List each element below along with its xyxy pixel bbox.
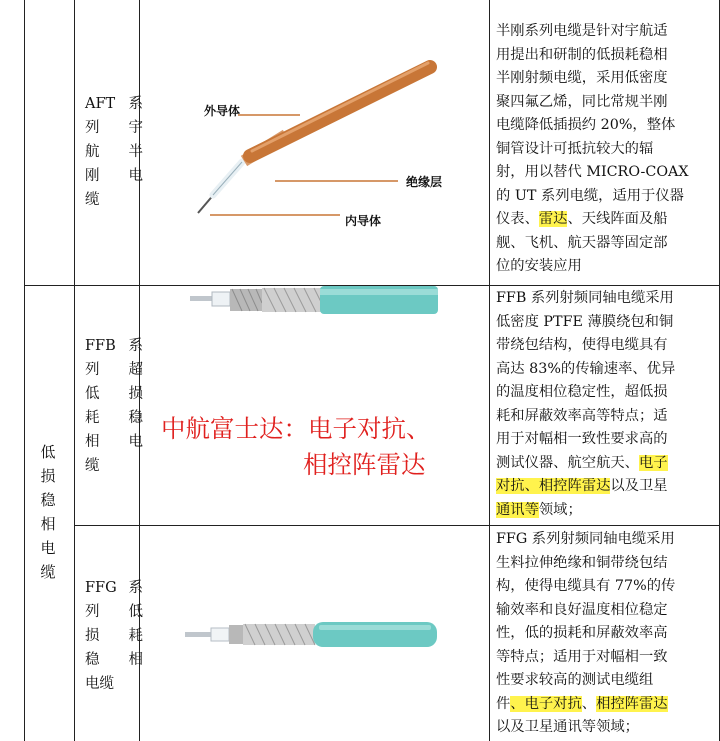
description-line: 性，低的损耗和屏蔽效率高 (496, 625, 668, 641)
description-line: 以及卫星通讯等领域； (496, 719, 639, 735)
product-name-line (85, 648, 143, 672)
product-name-line (85, 576, 143, 600)
product-name-segment: 刚 (85, 168, 100, 184)
product-name-ffg (85, 576, 143, 696)
description-line: 带绕包结构，使得电缆具有 (496, 337, 668, 353)
product-name-line (85, 92, 143, 116)
description-text: 、 (581, 695, 597, 712)
product-name-segment: 稳 (85, 652, 100, 668)
product-name-line (85, 624, 143, 648)
highlighted-text: 雷达 (538, 211, 568, 227)
product-name-line (85, 188, 143, 212)
description-line (496, 208, 696, 232)
product-name-segment: 低 (128, 604, 143, 620)
description-text: 仪表、 (496, 211, 539, 227)
description-ffb (496, 287, 696, 522)
description-text: 件 (496, 695, 511, 712)
overlay-caption-line-1: 中航富士达：电子对抗、 (161, 414, 431, 443)
description-line: 的温度相位稳定性，超低损 (496, 384, 668, 400)
description-line: 性要求较高的测试电缆组 (496, 672, 654, 688)
product-name-segment: 稳 (128, 410, 143, 426)
description-line: 半刚系列电缆是针对宇航适 (496, 23, 668, 39)
product-name-aft (85, 92, 143, 212)
description-line: 构，使得电缆具有 77%的传 (496, 578, 676, 594)
description-line: 的 UT 系列电缆，适用于仪器 (496, 187, 684, 204)
product-name-segment: 系 (128, 338, 143, 354)
description-line: FFB 系列射频同轴电缆采用 (496, 290, 674, 306)
table-left-border (24, 0, 25, 741)
description-line: 高达 83%的传输速率、优异 (496, 360, 676, 377)
description-line (496, 693, 696, 717)
description-line: 半刚射频电缆，采用低密度 (496, 70, 668, 86)
product-name-ffb (85, 334, 143, 478)
product-name-segment: 耗 (85, 410, 100, 426)
highlighted-text: 通讯等 (496, 501, 539, 518)
description-line: 铜管设计可抵抗较大的辐 (496, 140, 654, 157)
description-line: 等特点；适用于对幅相一致 (496, 648, 668, 665)
product-name-segment: 列 (85, 120, 100, 136)
product-name-segment: 相 (85, 434, 100, 450)
description-line: 用提出和研制的低损耗稳相 (496, 46, 668, 63)
description-line: 生料拉伸绝缘和铜带绕包结 (496, 554, 668, 571)
category-char: 相 (40, 515, 56, 533)
category-char: 稳 (40, 491, 56, 509)
description-line: FFG 系列射频同轴电缆采用 (496, 531, 675, 547)
description-text: 领域； (538, 501, 582, 518)
overlay-caption (161, 411, 451, 483)
product-name-segment: 低 (85, 386, 100, 402)
category-char: 缆 (40, 563, 56, 581)
highlighted-text: 相控阵雷达 (596, 695, 668, 712)
product-name-segment: 系 (128, 580, 143, 596)
product-name-line (85, 140, 143, 164)
product-name-segment: FFB (85, 338, 116, 354)
category-low-loss (38, 440, 58, 584)
description-ffg (496, 528, 696, 740)
description-line: 耗和屏蔽效率高等特点；适 (496, 407, 668, 424)
product-name-segment: 相 (128, 652, 143, 668)
description-text: 测试仪器、航空航天、 (496, 454, 639, 471)
category-char: 损 (40, 467, 56, 485)
description-line (496, 452, 696, 476)
product-name-line (85, 672, 143, 696)
description-line: 聚四氟乙烯，同比常规半刚 (496, 93, 668, 110)
product-name-segment: 电 (128, 434, 143, 450)
col-divider-3 (489, 0, 490, 741)
product-name-segment: 宇 (128, 120, 143, 136)
highlighted-text: 电子 (638, 454, 668, 471)
label-insulation: 绝缘层 (406, 175, 443, 189)
product-name-segment: AFT (85, 96, 116, 112)
description-line: 用于对幅相一致性要求高的 (496, 431, 668, 447)
ffb-cable-image (190, 286, 440, 316)
highlighted-text: 对抗、相控阵雷达 (496, 478, 611, 494)
description-line: 电缆降低插损约 20%，整体 (496, 117, 676, 133)
description-text: 以及卫星 (610, 478, 668, 494)
product-name-segment: 缆 (85, 458, 100, 474)
description-line: 输效率和良好温度相位稳定 (496, 601, 668, 618)
description-line: 低密度 PTFE 薄膜绕包和铜 (496, 313, 674, 330)
label-outer-conductor: 外导体 (204, 104, 241, 118)
product-name-line (85, 116, 143, 140)
col-divider-1 (74, 0, 75, 741)
row-divider-2 (74, 525, 720, 526)
ffg-cable-image (185, 620, 440, 650)
product-name-line (85, 454, 143, 478)
product-name-segment: 航 (85, 144, 100, 160)
description-line: 舰、飞机、航天器等固定部 (496, 234, 668, 251)
description-text: 、天线阵面及船 (567, 211, 668, 227)
label-inner-conductor: 内导体 (345, 214, 382, 228)
category-char: 电 (40, 539, 56, 557)
description-line (496, 475, 696, 499)
product-name-segment: 列 (85, 604, 100, 620)
product-name-segment: 列 (85, 362, 100, 378)
product-name-segment: 半 (128, 144, 143, 160)
product-name-segment: 缆 (85, 192, 100, 208)
product-name-line (85, 430, 143, 454)
description-line (496, 499, 696, 523)
product-name-segment: 系 (128, 96, 143, 112)
description-aft (496, 20, 696, 279)
category-char: 低 (40, 443, 56, 461)
product-name-line (85, 334, 143, 358)
product-name-line (85, 600, 143, 624)
product-name-segment: 超 (128, 362, 143, 378)
overlay-caption-line-2: 相控阵雷达 (303, 450, 426, 479)
description-line: 位的安装应用 (496, 258, 582, 274)
product-name-segment: 损 (85, 628, 100, 644)
description-line: 射，用以替代 MICRO-COAX (496, 164, 689, 180)
highlighted-text: 、电子对抗 (510, 695, 582, 712)
product-name-segment: 电 (128, 168, 143, 184)
product-name-segment: FFG (85, 580, 117, 596)
product-name-segment: 耗 (128, 628, 143, 644)
product-name-line (85, 358, 143, 382)
product-name-segment: 损 (128, 386, 143, 402)
product-name-line (85, 382, 143, 406)
product-name-line (85, 164, 143, 188)
aft-cable-image (180, 55, 470, 235)
product-name-line (85, 406, 143, 430)
product-name-segment: 电缆 (85, 676, 114, 692)
